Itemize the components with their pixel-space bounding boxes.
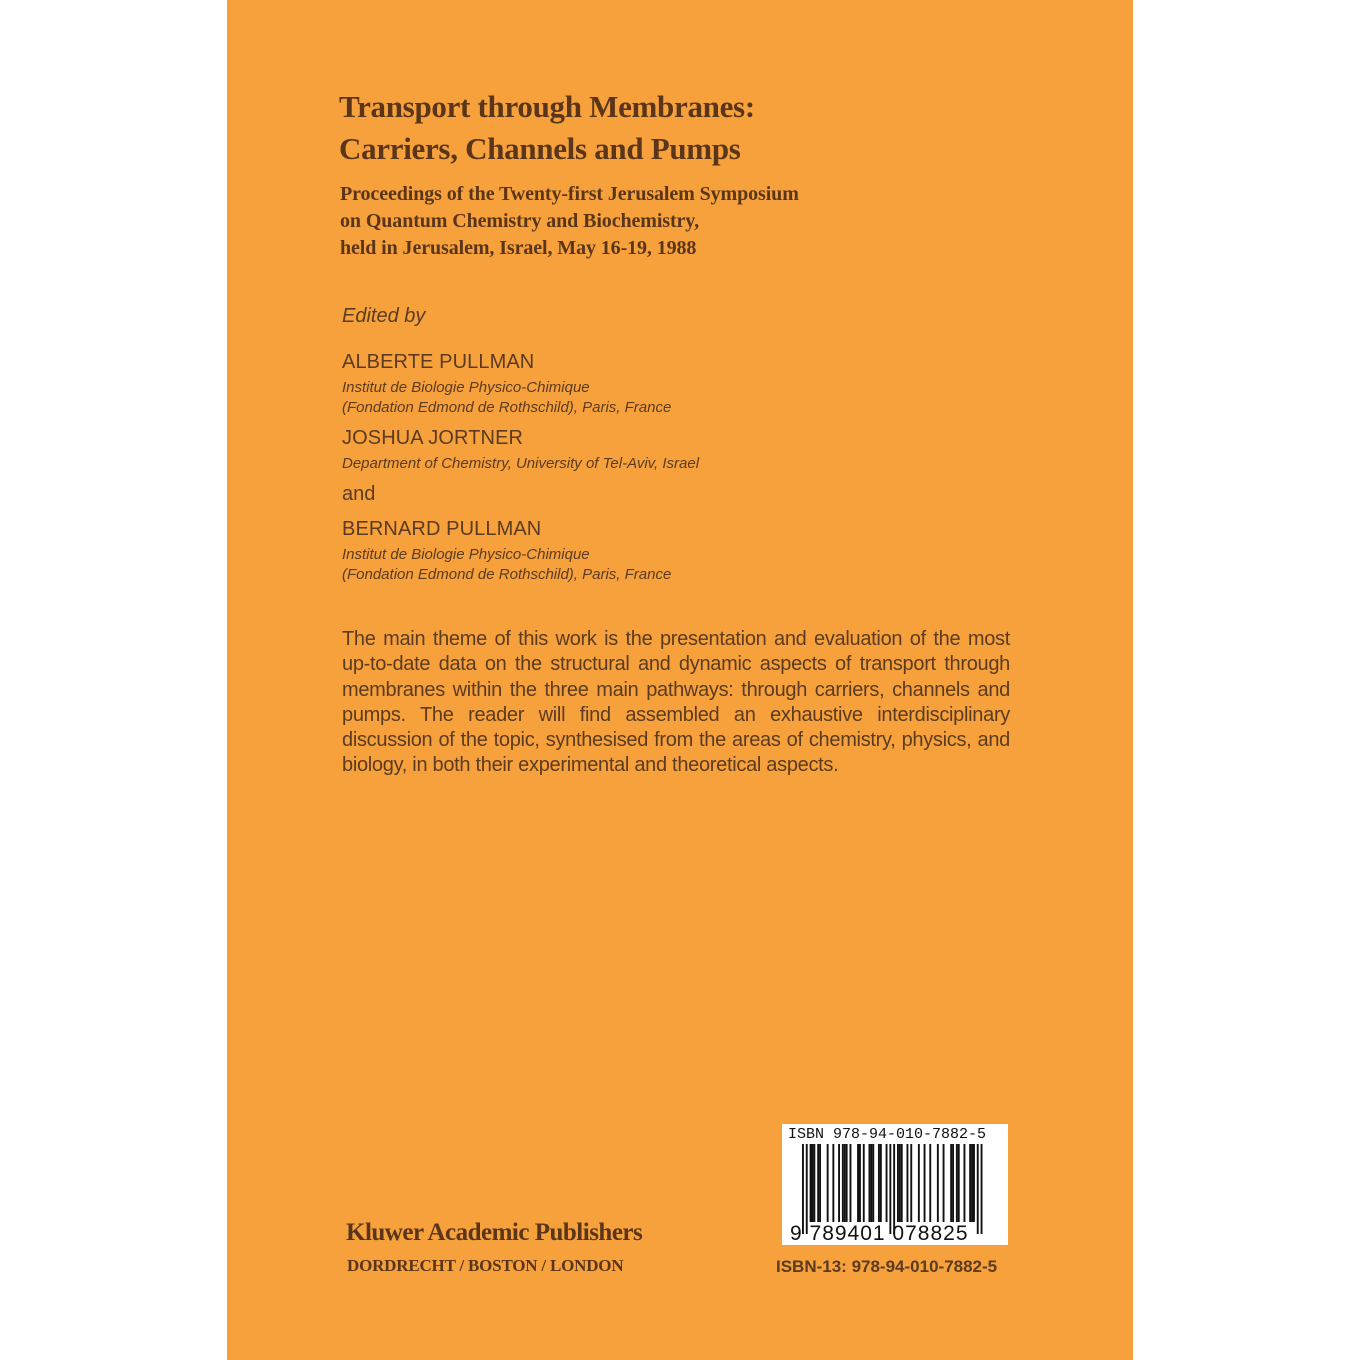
affiliation-line: (Fondation Edmond de Rothschild), Paris, France <box>342 565 672 583</box>
barcode-bar <box>918 1144 920 1222</box>
barcode-bar <box>869 1144 871 1222</box>
affiliation-line: Department of Chemistry, University of Tel-Aviv, Israel <box>342 455 700 472</box>
barcode-bar <box>907 1144 909 1222</box>
barcode-bar <box>958 1144 960 1222</box>
barcode-bar <box>893 1144 895 1234</box>
barcode-bar <box>901 1144 903 1222</box>
barcode-bar <box>872 1144 874 1222</box>
ean-digits: 9 789401 078825 <box>790 1222 969 1245</box>
book-subtitle-line-3: held in Jerusalem, Israel, May 16-19, 1988 <box>340 237 697 259</box>
barcode-bars <box>802 1144 992 1234</box>
barcode-bar <box>969 1144 971 1222</box>
barcode-bar <box>981 1144 983 1234</box>
book-title-line-1: Transport through Membranes: <box>339 89 755 124</box>
barcode-bar <box>899 1144 901 1222</box>
affiliation-line: Institut de Biologie Physico-Chimique <box>342 546 590 563</box>
barcode-bar <box>886 1144 888 1222</box>
barcode-bar <box>832 1144 834 1222</box>
barcode-bar <box>859 1144 861 1222</box>
book-title <box>339 86 755 170</box>
barcode-bar <box>878 1144 880 1222</box>
barcode-bar <box>813 1144 815 1222</box>
barcode-bar <box>977 1144 979 1234</box>
book-subtitle <box>340 181 799 262</box>
editor-affiliation-bernard-pullman <box>342 545 671 584</box>
editor-name-joshua-jortner: JOSHUA JORTNER <box>342 427 524 449</box>
publisher-name: Kluwer Academic Publishers <box>346 1219 643 1246</box>
affiliation-line: Institut de Biologie Physico-Chimique <box>342 379 590 396</box>
barcode-bar <box>973 1144 975 1222</box>
barcode-bar <box>924 1144 926 1222</box>
isbn-13-label: ISBN-13: 978-94-010-7882-5 <box>776 1257 998 1276</box>
barcode-bar <box>956 1144 958 1222</box>
book-subtitle-line-1: Proceedings of the Twenty-first Jerusalem Symposium <box>340 183 799 205</box>
book-title-line-2: Carriers, Channels and Pumps <box>339 131 741 166</box>
barcode-bar <box>910 1144 912 1222</box>
barcode-bar <box>880 1144 882 1222</box>
barcode-bar <box>812 1144 814 1222</box>
barcode-bar <box>870 1144 872 1222</box>
barcode-bar <box>857 1144 859 1222</box>
barcode-bar <box>817 1144 819 1222</box>
barcode-bar <box>952 1144 954 1222</box>
barcode-bar <box>897 1144 899 1222</box>
editor-name-bernard-pullman: BERNARD PULLMAN <box>342 518 542 540</box>
publisher-cities: DORDRECHT / BOSTON / LONDON <box>347 1256 624 1275</box>
isbn-barcode <box>782 1124 1008 1245</box>
barcode-bar <box>937 1144 939 1222</box>
barcode-bar <box>819 1144 821 1222</box>
book-subtitle-line-2: on Quantum Chemistry and Biochemistry, <box>340 210 700 232</box>
barcode-bar <box>863 1144 865 1222</box>
barcode-bar <box>802 1144 804 1234</box>
editor-affiliation-joshua-jortner <box>342 454 699 474</box>
isbn-top-label: ISBN 978-94-010-7882-5 <box>788 1126 987 1143</box>
barcode-bar <box>929 1144 931 1222</box>
barcode-bar <box>810 1144 812 1222</box>
barcode-bar <box>850 1144 852 1222</box>
and-conjunction: and <box>342 483 376 505</box>
barcode-bar <box>838 1144 840 1222</box>
barcode-bar <box>964 1144 966 1222</box>
affiliation-line: (Fondation Edmond de Rothschild), Paris, France <box>342 398 672 416</box>
barcode-bar <box>842 1144 844 1222</box>
barcode-bar <box>943 1144 945 1222</box>
barcode-bar <box>827 1144 829 1222</box>
editor-name-alberte-pullman: ALBERTE PULLMAN <box>342 351 535 373</box>
barcode-bar <box>846 1144 848 1222</box>
book-back-cover <box>227 0 1133 1360</box>
edited-by-label: Edited by <box>342 305 426 327</box>
barcode-bar <box>889 1144 891 1234</box>
book-description: The main theme of this work is the presentation and evaluation of the most up-to-date data on the structural and dynamic aspects of transport through membranes within the three main pathways: through carriers, channels and pumps. The reader will find assembled an exhaustive interdisciplinary discussion of the topic, synthesised from the areas of chemistry, physics, and biology, in both their experimental and theoretical aspects. <box>342 628 1010 777</box>
barcode-bar <box>950 1144 952 1222</box>
editor-affiliation-alberte-pullman <box>342 378 671 417</box>
barcode-bar <box>806 1144 808 1234</box>
barcode-bar <box>844 1144 846 1222</box>
barcode-bar <box>971 1144 973 1222</box>
